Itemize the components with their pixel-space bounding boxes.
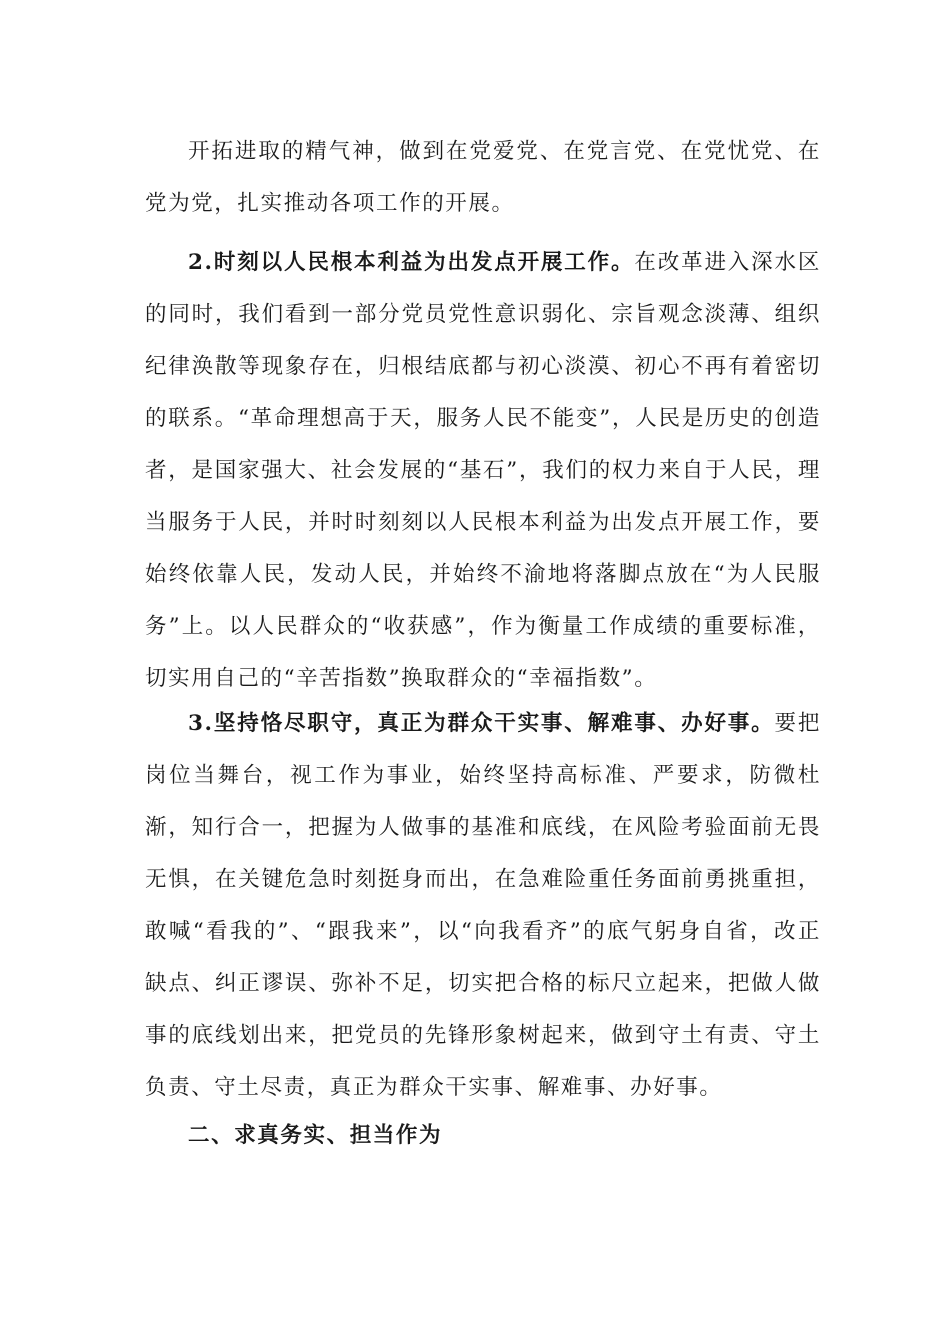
- paragraph-lead: 2.时刻以人民根本利益为出发点开展工作。: [188, 250, 635, 275]
- paragraph-lead: 3.坚持恪尽职守，真正为群众干实事、解难事、办好事。: [188, 711, 775, 736]
- paragraph-continued: [145, 126, 821, 230]
- paragraph-item-3: [145, 698, 821, 1114]
- paragraph-text: 在改革进入深水区的同时，我们看到一部分党员党性意识弱化、宗旨观念淡薄、组织纪律涣散等现象存在，归根结底都与初心淡漠、初心不再有着密切的联系。“革命理想高于天，服务人民不能变”，人民是历史的创造者，是国家强大、社会发展的“基石”，我们的权力来自于人民，理当服务于人民，并时时刻刻以人民根本利益为出发点开展工作，要始终依靠人民，发动人民，并始终不渝地将落脚点放在“为人民服务”上。以人民群众的“收获感”，作为衡量工作成绩的重要标准，切实用自己的“辛苦指数”换取群众的“幸福指数”。: [145, 250, 821, 691]
- paragraph-text: 要把岗位当舞台，视工作为事业，始终坚持高标准、严要求，防微杜渐，知行合一，把握为人做事的基准和底线，在风险考验面前无畏无惧，在关键危急时刻挺身而出，在急难险重任务面前勇挑重担，敢喊“看我的”、“跟我来”，以“向我看齐”的底气躬身自省，改正缺点、纠正谬误、弥补不足，切实把合格的标尺立起来，把做人做事的底线划出来，把党员的先锋形象树起来，做到守土有责、守土负责、守土尽责，真正为群众干实事、解难事、办好事。: [145, 711, 821, 1100]
- paragraph-item-2: [145, 237, 821, 705]
- section-heading: 二、求真务实、担当作为: [188, 1123, 443, 1148]
- paragraph-text: 开拓进取的精气神，做到在党爱党、在党言党、在党忧党、在党为党，扎实推动各项工作的开展。: [145, 139, 821, 216]
